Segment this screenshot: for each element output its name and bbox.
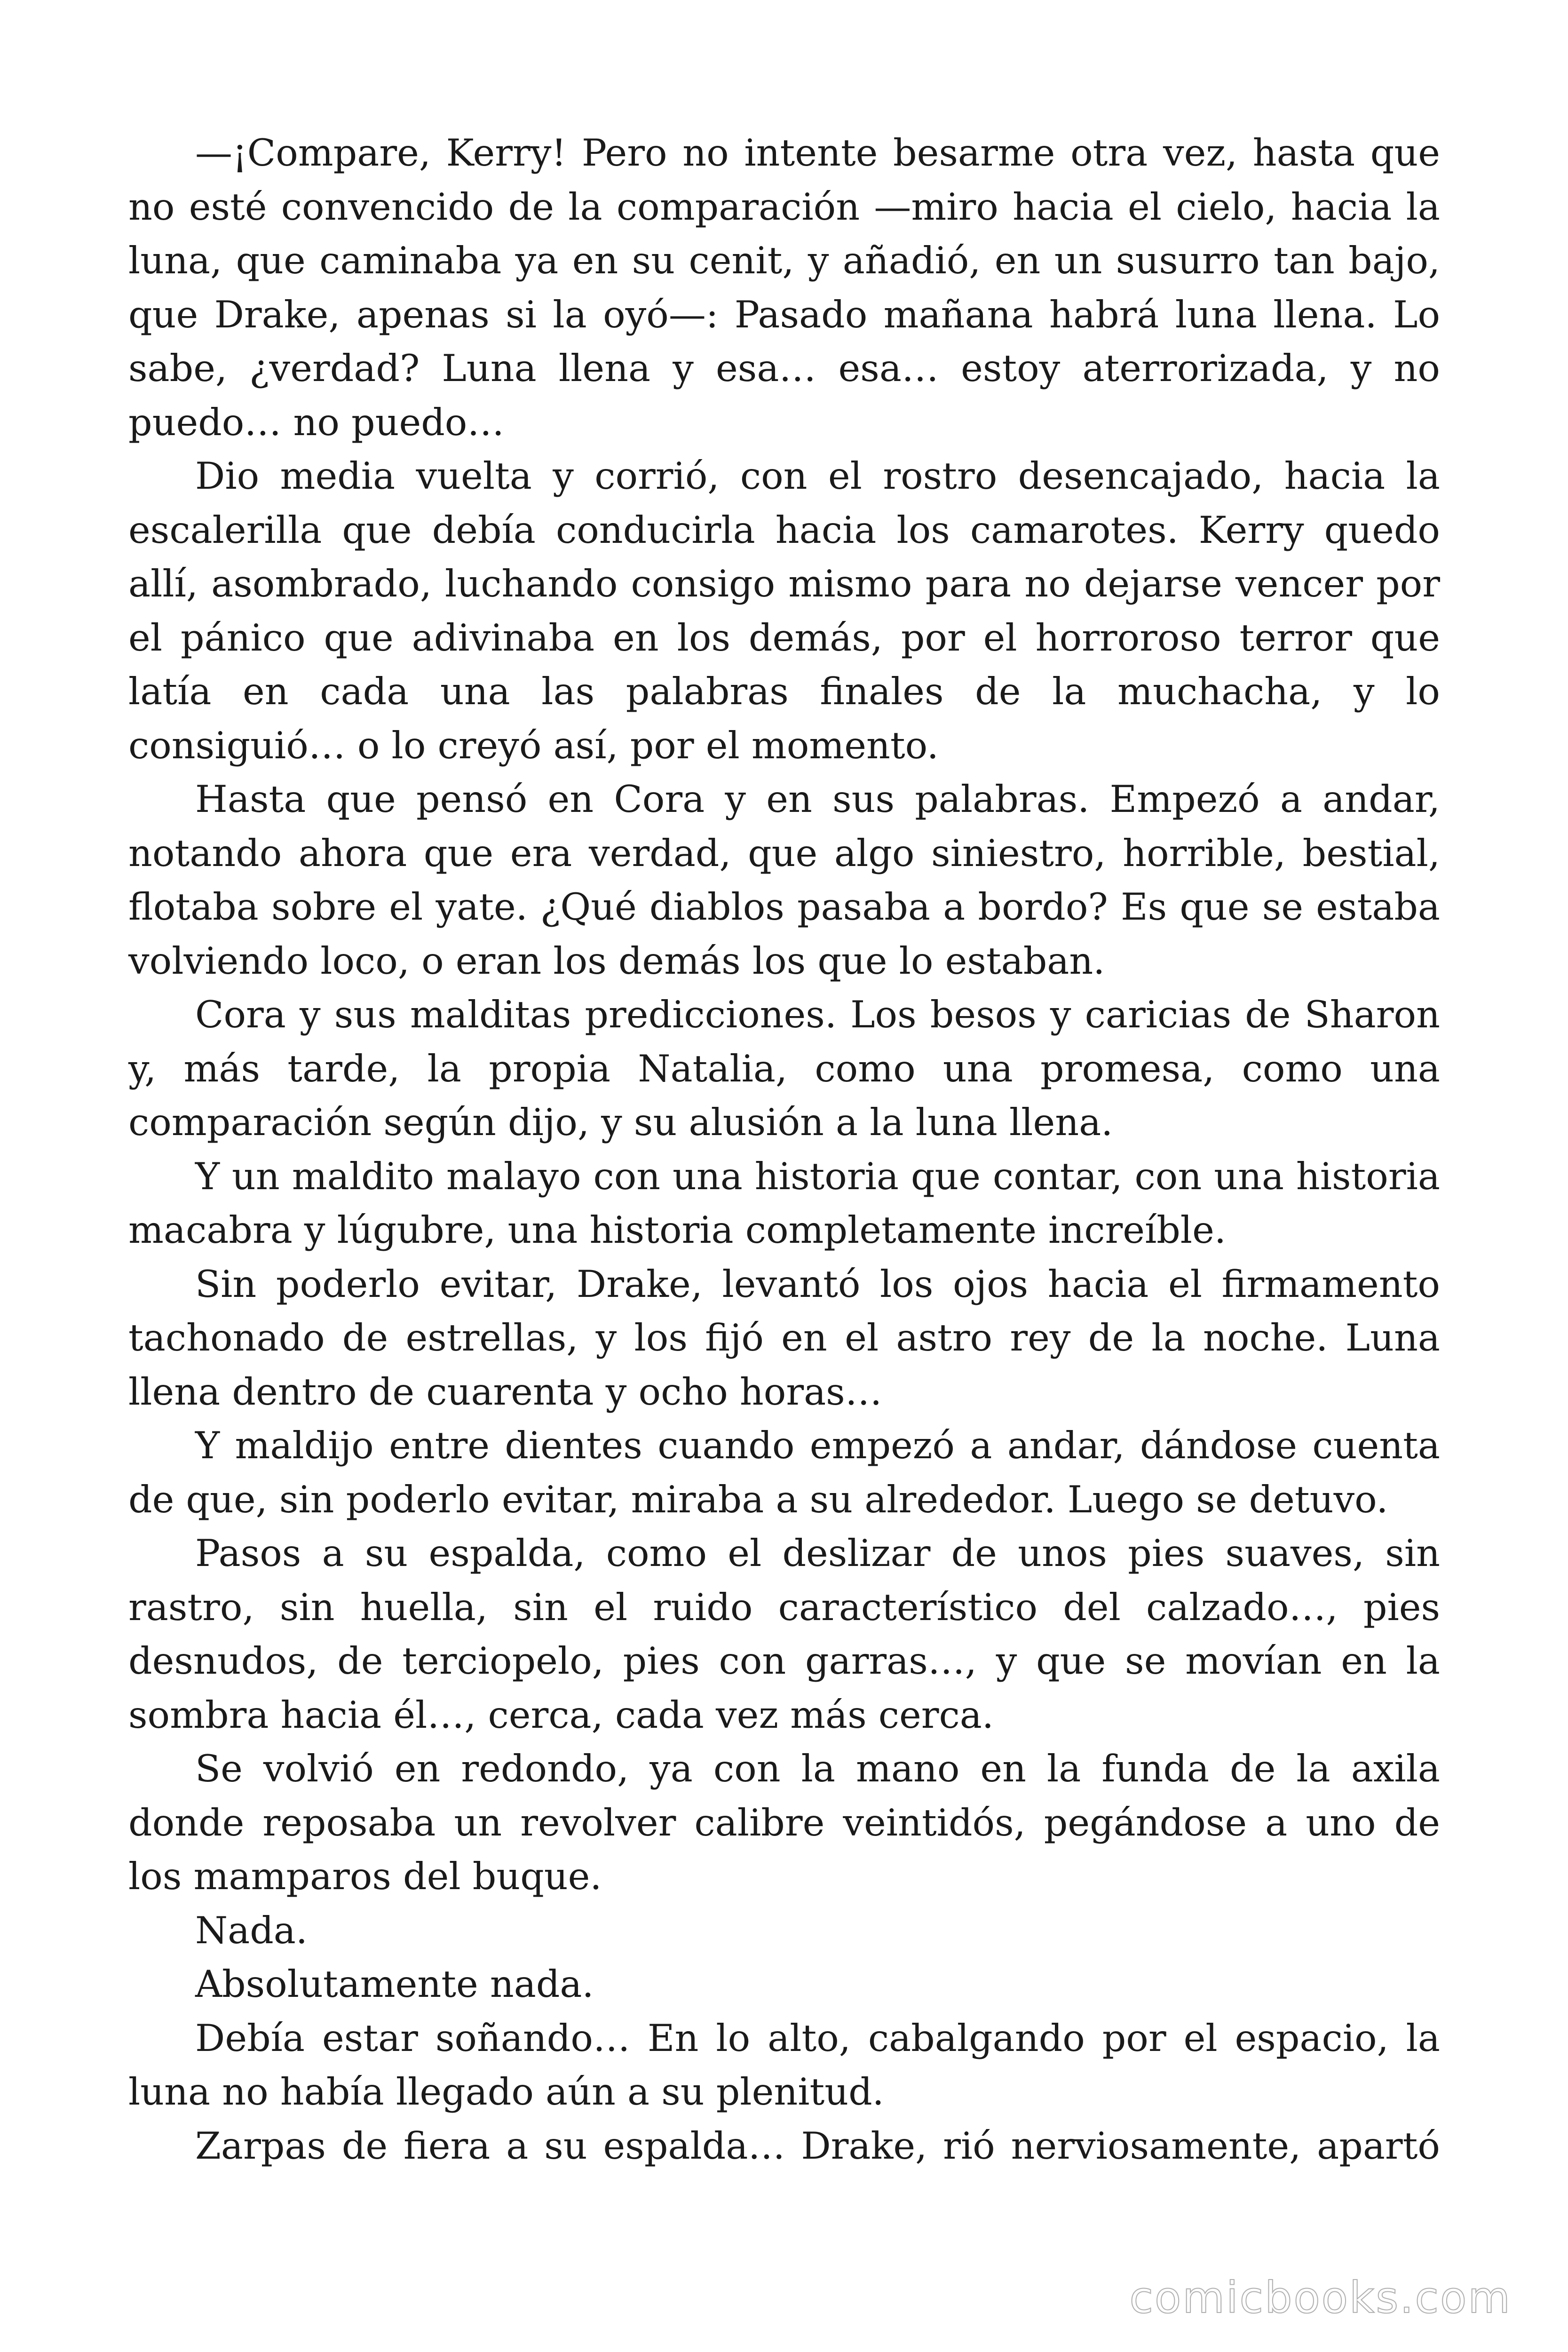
body-text [128, 126, 1440, 2173]
paragraph-1: —¡Compare, Kerry! Pero no intente besarme otra vez, hasta que no esté convencido de la comparación —miro hacia el cielo, hacia la luna, que caminaba ya en su cenit, y añadió, en un susurro tan bajo, que Drake, apenas si la oyó—: Pasado mañana habrá luna llena. Lo sabe, ¿verdad? Luna llena y esa… esa… estoy aterrorizada, y no puedo… no puedo… [128, 131, 1440, 444]
paragraph-3: Hasta que pensó en Cora y en sus palabras. Empezó a andar, notando ahora que era verdad, que algo siniestro, horrible, bestial, flotaba sobre el yate. ¿Qué diablos pasaba a bordo? Es que se estaba volviendo loco, o eran los demás los que lo estaban. [128, 778, 1440, 983]
paragraph-5: Y un maldito malayo con una historia que contar, con una historia macabra y lúgubre, una historia completamente increíble. [128, 1154, 1440, 1252]
paragraph-2: Dio media vuelta y corrió, con el rostro desencajado, hacia la escalerilla que debía conducirla hacia los camarotes. Kerry quedo allí, asombrado, luchando consigo mismo para no dejarse vencer por el pánico que adivinaba en los demás, por el horroroso terror que latía en cada una las palabras finales de la muchacha, y lo consiguió… o lo creyó así, por el momento. [128, 454, 1440, 767]
paragraph-6: Sin poderlo evitar, Drake, levantó los ojos hacia el firmamento tachonado de estrellas, y los fijó en el astro rey de la noche. Luna llena dentro de cuarenta y ocho horas… [128, 1262, 1440, 1414]
paragraph-13: Zarpas de fiera a su espalda… Drake, rió nerviosamente, apartó [195, 2124, 1440, 2168]
paragraph-8: Pasos a su espalda, como el deslizar de unos pies suaves, sin rastro, sin huella, sin el ruido característico del calzado…, pies desnudos, de terciopelo, pies con garras…, y que se movían en la sombra hacia él…, cerca, cada vez más cerca. [128, 1532, 1440, 1737]
watermark-text: comicbooks.com [1129, 2273, 1512, 2323]
paragraph-10: Nada. [195, 1908, 308, 1952]
paragraph-12: Debía estar soñando… En lo alto, cabalgando por el espacio, la luna no había llegado aún a su plenitud. [128, 2016, 1440, 2114]
paragraph-7: Y maldijo entre dientes cuando empezó a andar, dándose cuenta de que, sin poderlo evitar, miraba a su alrededor. Luego se detuvo. [128, 1424, 1440, 1521]
paragraph-9: Se volvió en redondo, ya con la mano en la funda de la axila donde reposaba un revolver calibre veintidós, pegándose a uno de los mamparos del buque. [128, 1747, 1440, 1898]
paragraph-4: Cora y sus malditas predicciones. Los besos y caricias de Sharon y, más tarde, la propia Natalia, como una promesa, como una comparación según dijo, y su alusión a la luna llena. [128, 993, 1440, 1144]
paragraph-11: Absolutamente nada. [195, 1963, 594, 2006]
